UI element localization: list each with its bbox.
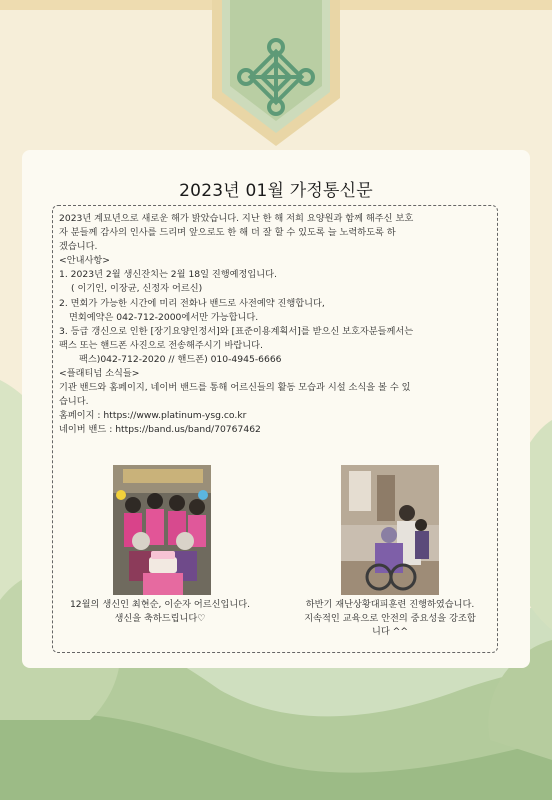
band-line: 습니다.	[59, 396, 89, 408]
notice-header: <안내사항>	[59, 255, 110, 267]
notice-item-1-sub: ( 이기인, 이장균, 신정자 어르신)	[71, 283, 203, 295]
homepage-link[interactable]: 홈페이지 : https://www.platinum-ysg.co.kr	[59, 410, 247, 422]
notice-item-2: 2. 면회가 가능한 시간에 미리 전화나 밴드로 사전예약 진행합니다,	[59, 297, 325, 309]
caption-line: 생신을 축하드립니다♡	[114, 612, 206, 624]
band-header: <플래티넘 소식들>	[59, 368, 140, 380]
notice-text	[59, 212, 495, 438]
notice-item-1: 1. 2023년 2월 생신잔치는 2월 18일 진행예정입니다.	[59, 269, 277, 281]
caption-right	[276, 598, 504, 639]
photo-birthday	[113, 465, 211, 595]
intro-line: 자 분들께 감사의 인사를 드리며 앞으로도 한 해 더 잘 할 수 있도록 늘 노력하도록 하	[59, 227, 396, 239]
notice-item-3: 3. 등급 갱신으로 인한 [장기요양인정서]와 [표준이용계획서]를 받으신 보호자분들께서는	[59, 325, 414, 337]
caption-left	[48, 598, 272, 625]
caption-line: 12월의 생신인 최현순, 이순자 어르신입니다.	[69, 599, 251, 610]
photo-evacuation-drill	[341, 465, 439, 595]
intro-line: 2023년 계묘년으로 새로운 해가 밝았습니다. 지난 한 해 저희 요양원과 함께 해주신 보호	[59, 213, 414, 224]
intro-line: 겠습니다.	[59, 241, 98, 253]
caption-line: 지속적인 교육으로 안전의 중요성을 강조합	[304, 612, 476, 624]
caption-line: 니다 ^^	[371, 626, 409, 637]
band-line: 기관 밴드와 홈페이지, 네이버 밴드를 통해 어르신들의 활동 모습과 시설 소식을 볼 수 있	[59, 382, 411, 394]
caption-line: 하반기 재난상황대피훈련 진행하였습니다.	[305, 599, 475, 610]
notice-item-3-contact: 팩스)042-712-2020 // 핸드폰) 010-4945-6666	[79, 353, 282, 365]
naver-band-link[interactable]: 네이버 밴드 : https://band.us/band/70767462	[59, 424, 261, 436]
endless-knot-icon	[236, 37, 316, 117]
notice-item-3-line2: 팩스 또는 핸드폰 사진으로 전송해주시기 바랍니다.	[59, 339, 263, 351]
page-title: 2023년 01월 가정통신문	[179, 181, 373, 201]
notice-item-2-sub: 면회예약은 042-712-2000에서만 가능합니다.	[69, 311, 259, 323]
